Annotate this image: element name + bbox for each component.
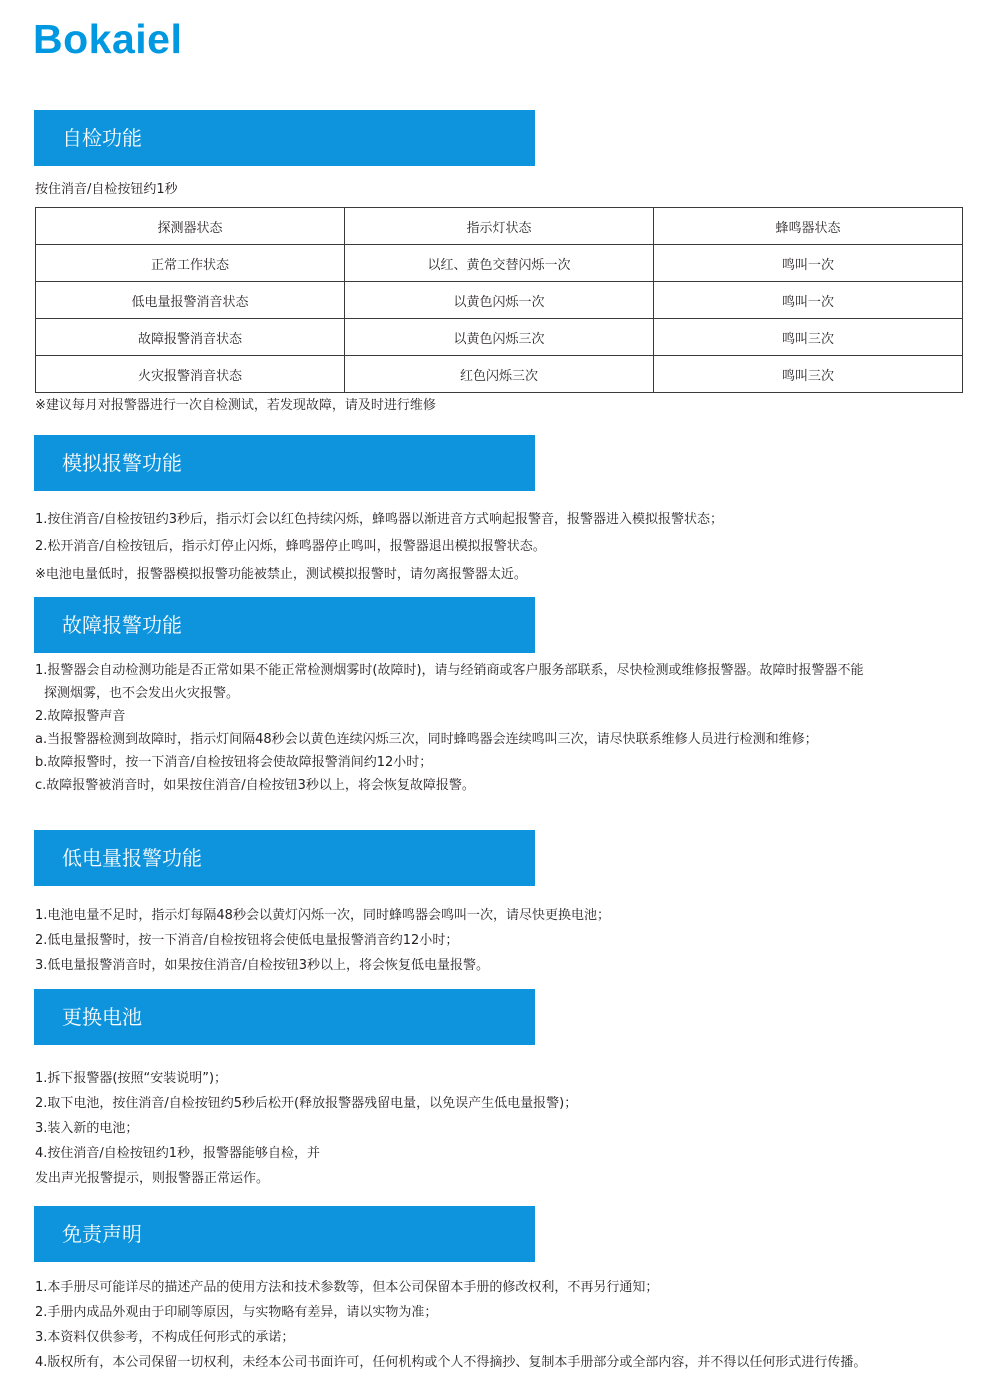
section-banner-battery-replace: 更换电池	[34, 989, 535, 1045]
table-cell: 以黄色闪烁三次	[345, 319, 654, 356]
table-header-row	[36, 208, 963, 245]
battery-replace-line: 发出声光报警提示，则报警器正常运作。	[35, 1171, 270, 1186]
fault-line: a.当报警器检测到故障时，指示灯间隔48秒会以黄色连续闪烁三次，同时蜂鸣器会连续鸣叫三次，请尽快联系维修人员进行检测和维修；	[35, 732, 818, 747]
section-banner-self-test: 自检功能	[34, 110, 535, 166]
section-banner-disclaimer: 免责声明	[34, 1206, 535, 1262]
table-row	[36, 245, 963, 282]
disclaimer-line: 3.本资料仅供参考，不构成任何形式的承诺；	[35, 1330, 295, 1345]
table-header-cell: 指示灯状态	[345, 208, 654, 245]
disclaimer-line: 4.版权所有，本公司保留一切权利，未经本公司书面许可，任何机构或个人不得摘抄、复制本手册部分或全部内容，并不得以任何形式进行传播。	[35, 1355, 867, 1370]
simulate-line: 1.按住消音/自检按钮约3秒后，指示灯会以红色持续闪烁，蜂鸣器以渐进音方式响起报警音，报警器进入模拟报警状态；	[35, 512, 724, 527]
battery-replace-line: 3.装入新的电池；	[35, 1121, 139, 1136]
simulate-line: 2.松开消音/自检按钮后，指示灯停止闪烁，蜂鸣器停止鸣叫，报警器退出模拟报警状态。	[35, 539, 546, 554]
section-banner-low-battery: 低电量报警功能	[34, 830, 535, 886]
table-row	[36, 356, 963, 393]
section-banner-simulate: 模拟报警功能	[34, 435, 535, 491]
table-cell: 鸣叫一次	[654, 282, 963, 319]
battery-replace-line: 4.按住消音/自检按钮约1秒，报警器能够自检，并	[35, 1146, 321, 1161]
fault-line: b.故障报警时，按一下消音/自检按钮将会使故障报警消间约12小时；	[35, 755, 433, 770]
low-battery-line: 3.低电量报警消音时，如果按住消音/自检按钮3秒以上，将会恢复低电量报警。	[35, 958, 490, 973]
table-cell: 火灾报警消音状态	[36, 356, 345, 393]
simulate-note: ※电池电量低时，报警器模拟报警功能被禁止，测试模拟报警时，请勿离报警器太近。	[35, 567, 527, 582]
table-cell: 以黄色闪烁一次	[345, 282, 654, 319]
table-row	[36, 282, 963, 319]
table-cell: 红色闪烁三次	[345, 356, 654, 393]
table-header-cell: 蜂鸣器状态	[654, 208, 963, 245]
fault-line: c.故障报警被消音时，如果按住消音/自检按钮3秒以上，将会恢复故障报警。	[35, 778, 475, 793]
fault-line: 1.报警器会自动检测功能是否正常如果不能正常检测烟雾时(故障时)，请与经销商或客户服务部联系，尽快检测或维修报警器。故障时报警器不能	[35, 663, 864, 678]
section-banner-fault: 故障报警功能	[34, 597, 535, 653]
low-battery-line: 2.低电量报警时，按一下消音/自检按钮将会使低电量报警消音约12小时；	[35, 933, 459, 948]
battery-replace-line: 2.取下电池，按住消音/自检按钮约5秒后松开(释放报警器残留电量，以免误产生低电量报警)；	[35, 1096, 578, 1111]
brand-logo: Bokaiel	[33, 16, 183, 62]
disclaimer-line: 1.本手册尽可能详尽的描述产品的使用方法和技术参数等，但本公司保留本手册的修改权利，不再另行通知；	[35, 1280, 659, 1295]
self-test-intro: 按住消音/自检按钮约1秒	[35, 182, 178, 197]
table-cell: 鸣叫三次	[654, 356, 963, 393]
table-header-cell: 探测器状态	[36, 208, 345, 245]
fault-line: 2.故障报警声音	[35, 709, 126, 724]
self-test-note: ※建议每月对报警器进行一次自检测试，若发现故障，请及时进行维修	[35, 398, 436, 413]
table-cell: 鸣叫三次	[654, 319, 963, 356]
table-cell: 鸣叫一次	[654, 245, 963, 282]
table-cell: 故障报警消音状态	[36, 319, 345, 356]
table-cell: 正常工作状态	[36, 245, 345, 282]
self-test-status-table	[35, 207, 963, 393]
disclaimer-line: 2.手册内成品外观由于印刷等原因，与实物略有差异，请以实物为准；	[35, 1305, 438, 1320]
table-cell: 以红、黄色交替闪烁一次	[345, 245, 654, 282]
battery-replace-line: 1.拆下报警器(按照“安装说明”)；	[35, 1071, 228, 1086]
fault-line: 探测烟雾，也不会发出火灾报警。	[44, 686, 240, 701]
low-battery-line: 1.电池电量不足时，指示灯每隔48秒会以黄灯闪烁一次，同时蜂鸣器会鸣叫一次，请尽快更换电池；	[35, 908, 610, 923]
table-row	[36, 319, 963, 356]
table-cell: 低电量报警消音状态	[36, 282, 345, 319]
